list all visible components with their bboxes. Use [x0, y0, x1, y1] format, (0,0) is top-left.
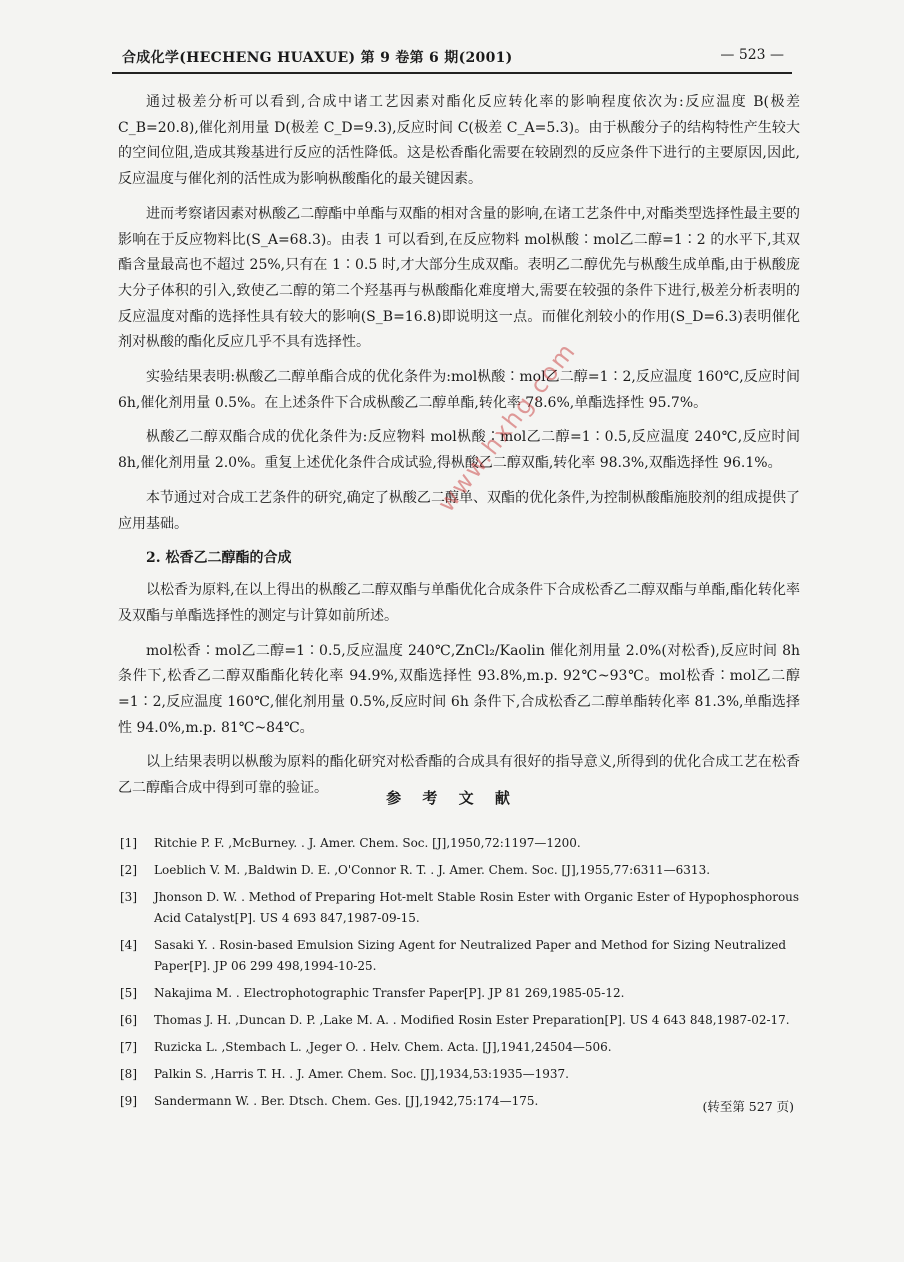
reference-text: Sasaki Y. . Rosin-based Emulsion Sizing Agent for Neutralized Paper and Method for Sizing Neutralized Paper[P]. JP 06 299 498,1994-10-25.	[154, 938, 787, 973]
reference-text: Nakajima M. . Electrophotographic Transfer Paper[P]. JP 81 269,1985-05-12.	[154, 986, 625, 1000]
reference-item	[120, 1064, 806, 1085]
reference-number: [8]	[120, 1067, 137, 1081]
reference-text: Loeblich V. M. ,Baldwin D. E. ,O'Connor R. T. . J. Amer. Chem. Soc. [J],1955,77:6311—6313.	[154, 863, 711, 877]
reference-item	[120, 983, 806, 1004]
paragraph: 以上结果表明以枞酸为原料的酯化研究对松香酯的合成具有很好的指导意义,所得到的优化合成工艺在松香乙二醇酯合成中得到可靠的验证。	[118, 754, 800, 797]
watermark: www.hxhg.com	[432, 336, 582, 518]
reference-text: Ritchie P. F. ,McBurney. . J. Amer. Chem. Soc. [J],1950,72:1197—1200.	[154, 836, 581, 850]
paragraph: 实验结果表明:枞酸乙二醇单酯合成的优化条件为:mol枞酸∶mol乙二醇=1∶2,反应温度 160℃,反应时间 6h,催化剂用量 0.5%。在上述条件下合成枞酸乙二醇单酯,转化率 78.6%,单酯选择性 95.7%。	[118, 369, 800, 411]
reference-text: Ruzicka L. ,Stembach L. ,Jeger O. . Helv. Chem. Acta. [J],1941,24504—506.	[154, 1040, 612, 1054]
reference-number: [7]	[120, 1040, 137, 1054]
reference-item	[120, 1037, 806, 1058]
reference-number: [5]	[120, 986, 137, 1000]
paragraph: 本节通过对合成工艺条件的研究,确定了枞酸乙二醇单、双酯的优化条件,为控制枞酸酯施胶剂的组成提供了应用基础。	[118, 489, 800, 532]
continuation-note: (转至第 527 页)	[702, 1099, 794, 1114]
reference-number: [6]	[120, 1013, 137, 1027]
section-heading: 2. 松香乙二醇酯的合成	[146, 550, 292, 567]
paragraph: 进而考察诸因素对枞酸乙二醇酯中单酯与双酯的相对含量的影响,在诸工艺条件中,对酯类型选择性最主要的影响在于反应物料比(S_A=68.3)。由表 1 可以看到,在反应物料 mol枞酸∶mol乙二醇=1∶2 的水平下,其双酯含量最高也不超过 25%,只有在 1∶0.5 时,才大部分生成双酯。表明乙二醇优先与枞酸生成单酯,由于枞酸庞大分子体积的引入,致使乙二醇的第二个羟基再与枞酸酯化难度增大,需要在较强的条件下进行,极差分析表明的反应温度对酯的选择性具有较大的影响(S_B=16.8)即说明这一点。而催化剂较小的作用(S_D=6.3)表明催化剂对枞酸的酯化反应几乎不具有选择性。	[118, 205, 800, 351]
references-heading: 参 考 文 献	[386, 789, 518, 807]
reference-number: [1]	[120, 836, 137, 850]
reference-text: Thomas J. H. ,Duncan D. P. ,Lake M. A. . Modified Rosin Ester Preparation[P]. US 4 643 848,1987-02-17.	[154, 1013, 790, 1027]
paragraph: mol松香∶mol乙二醇=1∶0.5,反应温度 240℃,ZnCl₂/Kaolin 催化剂用量 2.0%(对松香),反应时间 8h 条件下,松香乙二醇双酯酯化转化率 94.9%,双酯选择性 93.8%,m.p. 92℃~93℃。mol松香∶mol乙二醇=1∶2,反应温度 160℃,催化剂用量 0.5%,反应时间 6h 条件下,合成松香乙二醇单酯转化率 81.3%,单酯选择性 94.0%,m.p. 81℃~84℃。	[118, 642, 800, 736]
reference-item	[120, 935, 806, 977]
reference-number: [2]	[120, 863, 137, 877]
paragraph: 以松香为原料,在以上得出的枞酸乙二醇双酯与单酯优化合成条件下合成松香乙二醇双酯与单酯,酯化转化率及双酯与单酯选择性的测定与计算如前所述。	[118, 582, 800, 624]
reference-text: Jhonson D. W. . Method of Preparing Hot-melt Stable Rosin Ester with Organic Ester of Hypophosphorous Acid Catalyst[P]. US 4 693 847,1987-09-15.	[154, 890, 800, 925]
reference-list	[120, 833, 806, 1118]
reference-number: [4]	[120, 938, 137, 952]
paragraph: 通过极差分析可以看到,合成中诸工艺因素对酯化反应转化率的影响程度依次为:反应温度 B(极差 C_B=20.8),催化剂用量 D(极差 C_D=9.3),反应时间 C(极差 C_A=5.3)。由于枞酸分子的结构特性产生较大的空间位阻,造成其羧基进行反应的活性降低。这是松香酯化需要在较剧烈的反应条件下进行的主要原因,因此,反应温度与催化剂的活性成为影响枞酸酯化的最关键因素。	[118, 94, 800, 188]
paragraph: 枞酸乙二醇双酯合成的优化条件为:反应物料 mol枞酸∶mol乙二醇=1∶0.5,反应温度 240℃,反应时间 8h,催化剂用量 2.0%。重复上述优化条件合成试验,得枞酸乙二醇双酯,转化率 98.3%,双酯选择性 96.1%。	[118, 429, 800, 472]
reference-item	[120, 860, 806, 881]
journal-title: 合成化学(HECHENG HUAXUE) 第 9 卷第 6 期(2001)	[122, 50, 513, 66]
reference-item	[120, 833, 806, 854]
reference-item	[120, 1010, 806, 1031]
reference-number: [9]	[120, 1094, 137, 1108]
page-number: — 523 —	[720, 47, 784, 63]
reference-text: Sandermann W. . Ber. Dtsch. Chem. Ges. [J],1942,75:174—175.	[154, 1094, 539, 1108]
reference-item	[120, 887, 806, 929]
reference-text: Palkin S. ,Harris T. H. . J. Amer. Chem. Soc. [J],1934,53:1935—1937.	[154, 1067, 569, 1081]
running-header	[112, 44, 792, 74]
reference-number: [3]	[120, 890, 137, 904]
article-body	[118, 90, 800, 811]
